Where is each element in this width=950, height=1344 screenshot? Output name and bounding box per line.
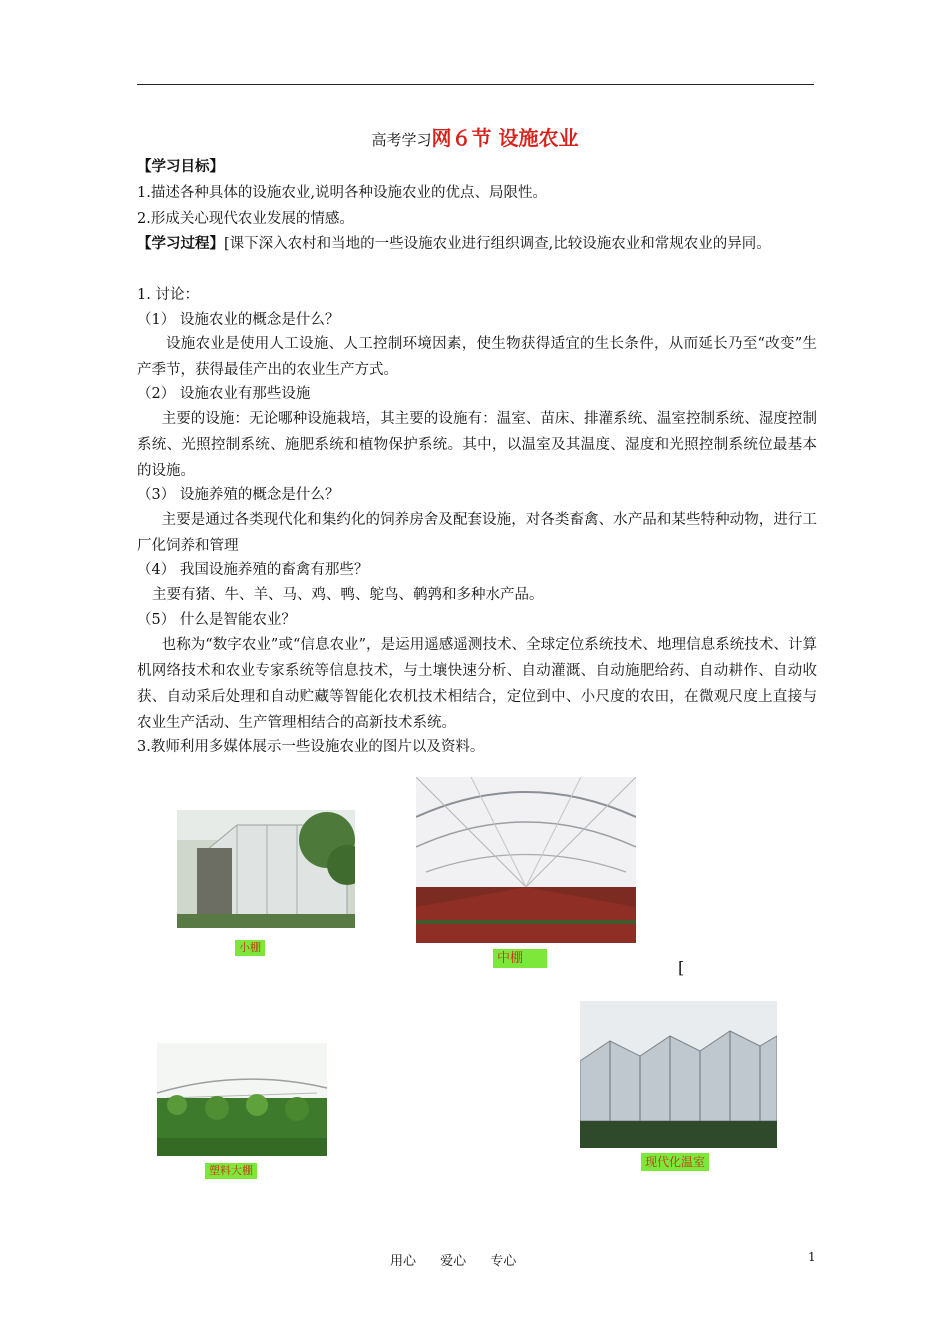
page-number: 1: [808, 1250, 816, 1264]
medium-shed-photo: [416, 777, 636, 943]
goal-2: 2.形成关心现代农业发展的情感。: [137, 211, 354, 227]
process-text: [课下深入农村和当地的一些设施农业进行组织调查,比较设施农业和常规农业的异同。: [224, 236, 771, 252]
answer-2: 主要的设施：无论哪种设施栽培，其主要的设施有：温室、苗床、排灌系统、温室控制系统、湿度控制系统、光照控制系统、施肥系统和植物保护系统。其中，以温室及其温度、湿度和光照控制系统位最基本的设施。: [137, 411, 817, 479]
title-prefix: 高考学习: [371, 131, 432, 149]
caption-small-shed: 小棚: [235, 940, 265, 956]
question-3: （3） 设施养殖的概念是什么？: [137, 487, 340, 503]
answer-3: 主要是通过各类现代化和集约化的饲养房舍及配套设施，对各类畜禽、水产品和某些特种动物，进行工厂化饲养和管理: [137, 512, 817, 554]
page-title: [0, 122, 950, 151]
caption-plastic-greenhouse: 塑料大棚: [205, 1163, 257, 1179]
caption-medium-shed: 中棚: [493, 949, 547, 968]
title-main: 网６节 设施农业: [431, 126, 579, 150]
process-header: 【学习过程】: [137, 235, 224, 252]
goal-header: 【学习目标】: [137, 158, 224, 175]
question-1: （1） 设施农业的概念是什么？: [137, 312, 340, 328]
header-rule: [137, 84, 814, 85]
question-5: （5） 什么是智能农业？: [137, 612, 296, 628]
answer-4: 主要有猪、牛、羊、马、鸡、鸭、鸵鸟、鹌鹑和多种水产品。: [152, 587, 544, 603]
modern-greenhouse-photo: [580, 1001, 777, 1148]
answer-1: 设施农业是使用人工设施、人工控制环境因素，使生物获得适宜的生长条件，从而延长乃至“改变”生产季节，获得最佳产出的农业生产方式。: [137, 336, 817, 378]
discuss-heading: 1. 讨论：: [137, 287, 199, 303]
caption-modern-greenhouse: 现代化温室: [641, 1153, 709, 1171]
plastic-greenhouse-photo: [157, 1043, 327, 1156]
process-paragraph: [137, 231, 817, 257]
question-4: （4） 我国设施养殖的畜禽有那些？: [137, 562, 369, 578]
item-3: 3.教师利用多媒体展示一些设施农业的图片以及资料。: [137, 739, 485, 755]
question-2: （2） 设施农业有那些设施: [137, 386, 311, 402]
footer-motto: 用心 爱心 专心: [390, 1254, 517, 1269]
small-shed-photo: [177, 810, 355, 928]
goal-1: 1.描述各种具体的设施农业,说明各种设施农业的优点、局限性。: [137, 185, 547, 201]
stray-bracket: [: [678, 958, 685, 977]
answer-5: 也称为“数字农业”或“信息农业”，是运用遥感遥测技术、全球定位系统技术、地理信息系统技术、计算机网络技术和农业专家系统等信息技术，与土壤快速分析、自动灌溉、自动施肥给药、自动耕作、自动收获、自动采后处理和自动贮藏等智能化农机技术相结合，定位到中、小尺度的农田，在微观尺度上直接与农业生产活动、生产管理相结合的高新技术系统。: [137, 637, 817, 731]
